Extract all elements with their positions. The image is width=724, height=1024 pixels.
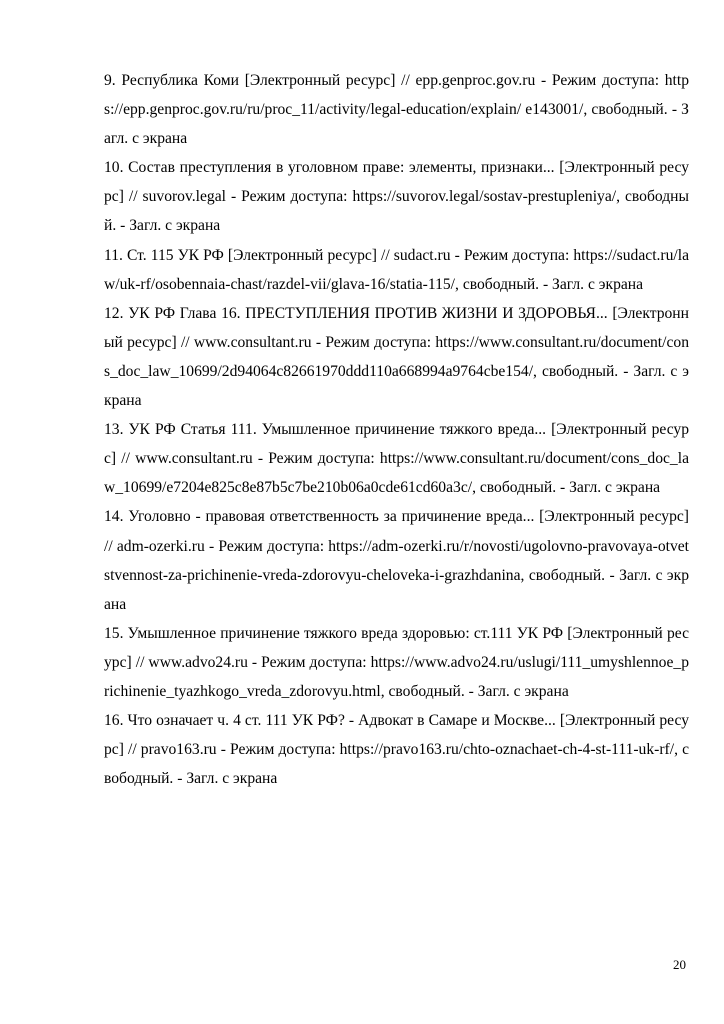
reference-item-13: 13. УК РФ Статья 111. Умышленное причинение тяжкого вреда... [Электронный ресурс] // www.consultant.ru - Режим доступа: https://www.consultant.ru/document/cons_doc_law_10699/e7204e825c8e87b5c7be210b06a0cde61cd60a3c/, свободный. - Загл. с экрана	[104, 421, 689, 497]
reference-item-16: 16. Что означает ч. 4 ст. 111 УК РФ? - Адвокат в Самаре и Москве... [Электронный ресурс] // pravo163.ru - Режим доступа: https://pravo163.ru/chto-oznachaet-ch-4-st-111-uk-rf/, свободный. - Загл. с экрана	[104, 712, 689, 788]
reference-list	[104, 66, 689, 793]
reference-item-14: 14. Уголовно - правовая ответственность за причинение вреда... [Электронный ресурс] // adm-ozerki.ru - Режим доступа: https://adm-ozerki.ru/r/novosti/ugolovno-pravovaya-otvetstvennost-za-prichinenie-vreda-zdorovyu-cheloveka-i-grazhdanina, свободный. - Загл. с экрана	[104, 508, 689, 613]
reference-item-9: 9. Республика Коми [Электронный ресурс] // epp.genproc.gov.ru - Режим доступа: https://epp.genproc.gov.ru/ru/proc_11/activity/legal-education/explain/ e143001/, свободный. - Загл. с экрана	[104, 72, 689, 148]
reference-item-15: 15. Умышленное причинение тяжкого вреда здоровью: ст.111 УК РФ [Электронный ресурс] // www.advo24.ru - Режим доступа: https://www.advo24.ru/uslugi/111_umyshlennoe_prichinenie_tyazhkogo_vreda_zdorovyu.html, свободный. - Загл. с экрана	[104, 624, 689, 700]
reference-item-12: 12. УК РФ Глава 16. ПРЕСТУПЛЕНИЯ ПРОТИВ ЖИЗНИ И ЗДОРОВЬЯ... [Электронный ресурс] // www.consultant.ru - Режим доступа: https://www.consultant.ru/document/cons_doc_law_10699/2d94064c82661970ddd110a668994a9764cbe154/, свободный. - Загл. с экрана	[104, 304, 689, 410]
reference-item-11: 11. Ст. 115 УК РФ [Электронный ресурс] // sudact.ru - Режим доступа: https://sudact.ru/law/uk-rf/osobennaia-chast/razdel-vii/glava-16/statia-115/, свободный. - Загл. с экрана	[104, 246, 689, 293]
page-number: 20	[673, 957, 686, 972]
reference-item-10: 10. Состав преступления в уголовном праве: элементы, признаки... [Электронный ресурс] // suvorov.legal - Режим доступа: https://suvorov.legal/sostav-prestupleniya/, свободный. - Загл. с экрана	[104, 159, 689, 235]
